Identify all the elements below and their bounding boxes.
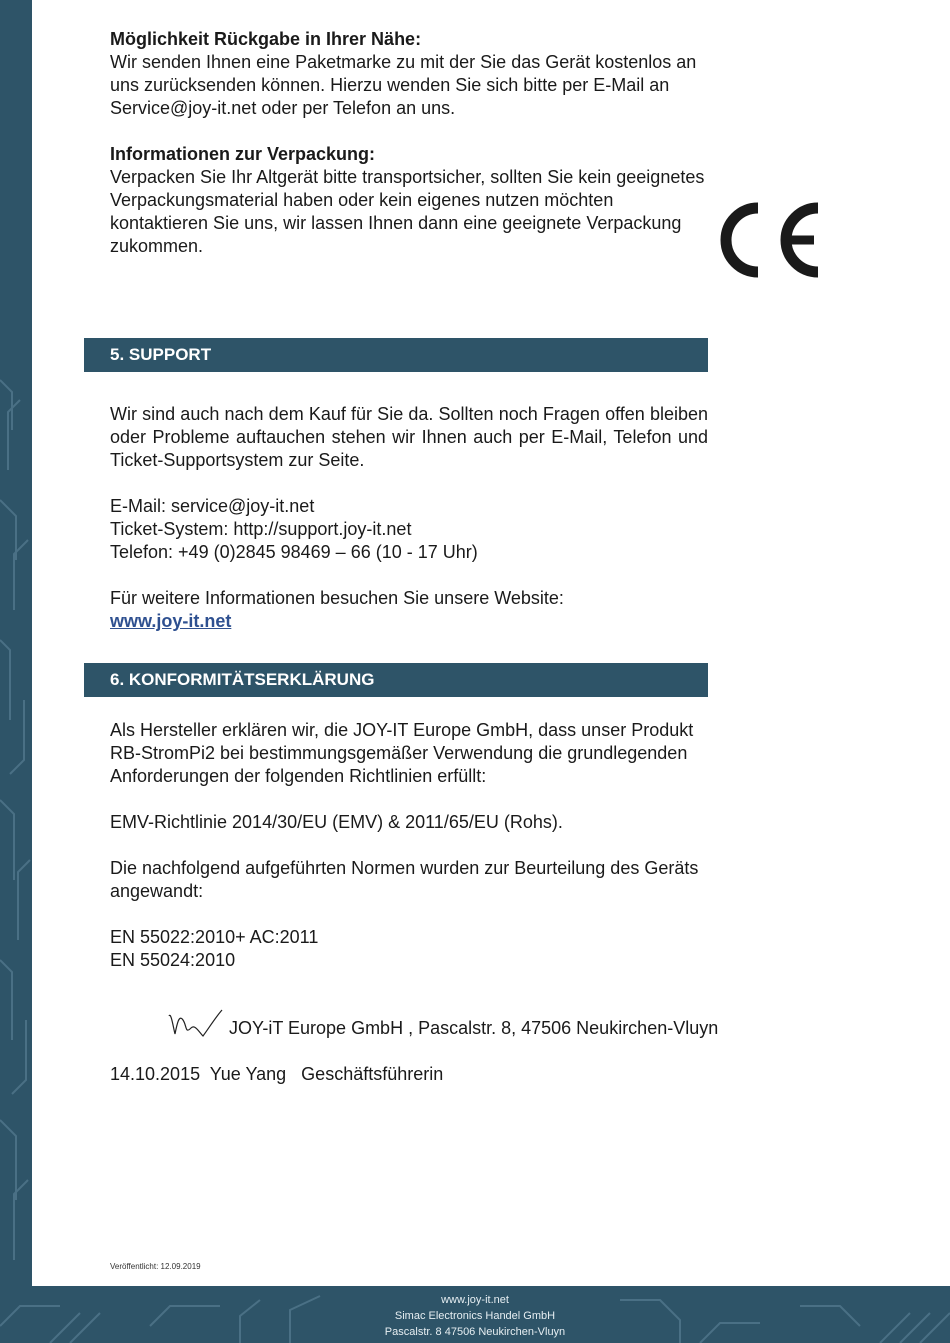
packaging-section — [110, 143, 710, 258]
footer-website[interactable]: www.joy-it.net — [441, 1294, 509, 1306]
packaging-line: Verpacken Sie Ihr Altgerät bitte transportsicher, sollten Sie kein geeignetes — [110, 167, 705, 187]
support-section — [110, 403, 708, 472]
norms-line: Die nachfolgend aufgeführten Normen wurden zur Beurteilung des Geräts — [110, 858, 699, 878]
directive-text: EMV-Richtlinie 2014/30/EU (EMV) & 2011/65/EU (Rohs). — [110, 812, 563, 832]
website-intro: Für weitere Informationen besuchen Sie unsere Website: — [110, 588, 564, 608]
footer-address: Pascalstr. 8 47506 Neukirchen-Vluyn — [384, 1326, 566, 1338]
return-line: Service@joy-it.net oder per Telefon an uns. — [110, 98, 456, 118]
norms-list — [110, 926, 710, 972]
conformity-section — [110, 719, 710, 788]
date-line-block — [110, 1063, 443, 1086]
website-link[interactable]: www.joy-it.net — [110, 611, 232, 631]
support-ticket: Ticket-System: http://support.joy-it.net — [110, 519, 412, 539]
ce-mark-icon — [720, 202, 824, 278]
packaging-line: zukommen. — [110, 236, 204, 256]
packaging-line: kontaktieren Sie uns, wir lassen Ihnen dann eine geeignete Verpackung — [110, 213, 682, 233]
support-intro: Wir sind auch nach dem Kauf für Sie da. Sollten noch Fragen offen bleiben oder Probleme auftauchen stehen wir Ihnen auch per E-Mail, Telefon und Ticket-Supportsystem zur Seite. — [110, 404, 708, 470]
return-line: Wir senden Ihnen eine Paketmarke zu mit der Sie das Gerät kostenlos an — [110, 52, 697, 72]
circuit-pattern-icon — [0, 0, 32, 1286]
date-signer-line: 14.10.2015 Yue Yang Geschäftsführerin — [110, 1064, 444, 1084]
norms-line: angewandt: — [110, 881, 204, 901]
return-line: uns zurücksenden können. Hierzu wenden Sie sich bitte per E-Mail an — [110, 75, 670, 95]
support-email: E-Mail: service@joy-it.net — [110, 496, 315, 516]
footer-company: Simac Electronics Handel GmbH — [394, 1310, 556, 1322]
norms-intro-block — [110, 857, 710, 903]
support-contacts — [110, 495, 708, 564]
conformity-line: Anforderungen der folgenden Richtlinien erfüllt: — [110, 766, 487, 786]
section-header-conformity: 6. KONFORMITÄTSERKLÄRUNG — [84, 663, 708, 697]
support-website — [110, 587, 708, 633]
published-date: Veröffentlicht: 12.09.2019 — [110, 1262, 201, 1271]
norm-item: EN 55022:2010+ AC:2011 — [110, 927, 319, 947]
return-section — [110, 28, 710, 120]
signature-icon — [165, 1006, 225, 1042]
left-decorative-bar — [0, 0, 32, 1286]
return-heading: Möglichkeit Rückgabe in Ihrer Nähe: — [110, 29, 422, 49]
footer-text — [0, 1292, 950, 1340]
directive-block — [110, 811, 710, 834]
company-line-block — [229, 1017, 718, 1040]
packaging-line: Verpackungsmaterial haben oder kein eigenes nutzen möchten — [110, 190, 614, 210]
packaging-heading: Informationen zur Verpackung: — [110, 144, 376, 164]
conformity-line: RB-StromPi2 bei bestimmungsgemäßer Verwendung die grundlegenden — [110, 743, 688, 763]
footer — [0, 1286, 950, 1343]
section-header-support: 5. SUPPORT — [84, 338, 708, 372]
norm-item: EN 55024:2010 — [110, 950, 236, 970]
company-line: JOY-iT Europe GmbH , Pascalstr. 8, 47506 Neukirchen-Vluyn — [229, 1018, 719, 1038]
support-phone: Telefon: +49 (0)2845 98469 – 66 (10 - 17 Uhr) — [110, 542, 478, 562]
conformity-line: Als Hersteller erklären wir, die JOY-IT Europe GmbH, dass unser Produkt — [110, 720, 694, 740]
